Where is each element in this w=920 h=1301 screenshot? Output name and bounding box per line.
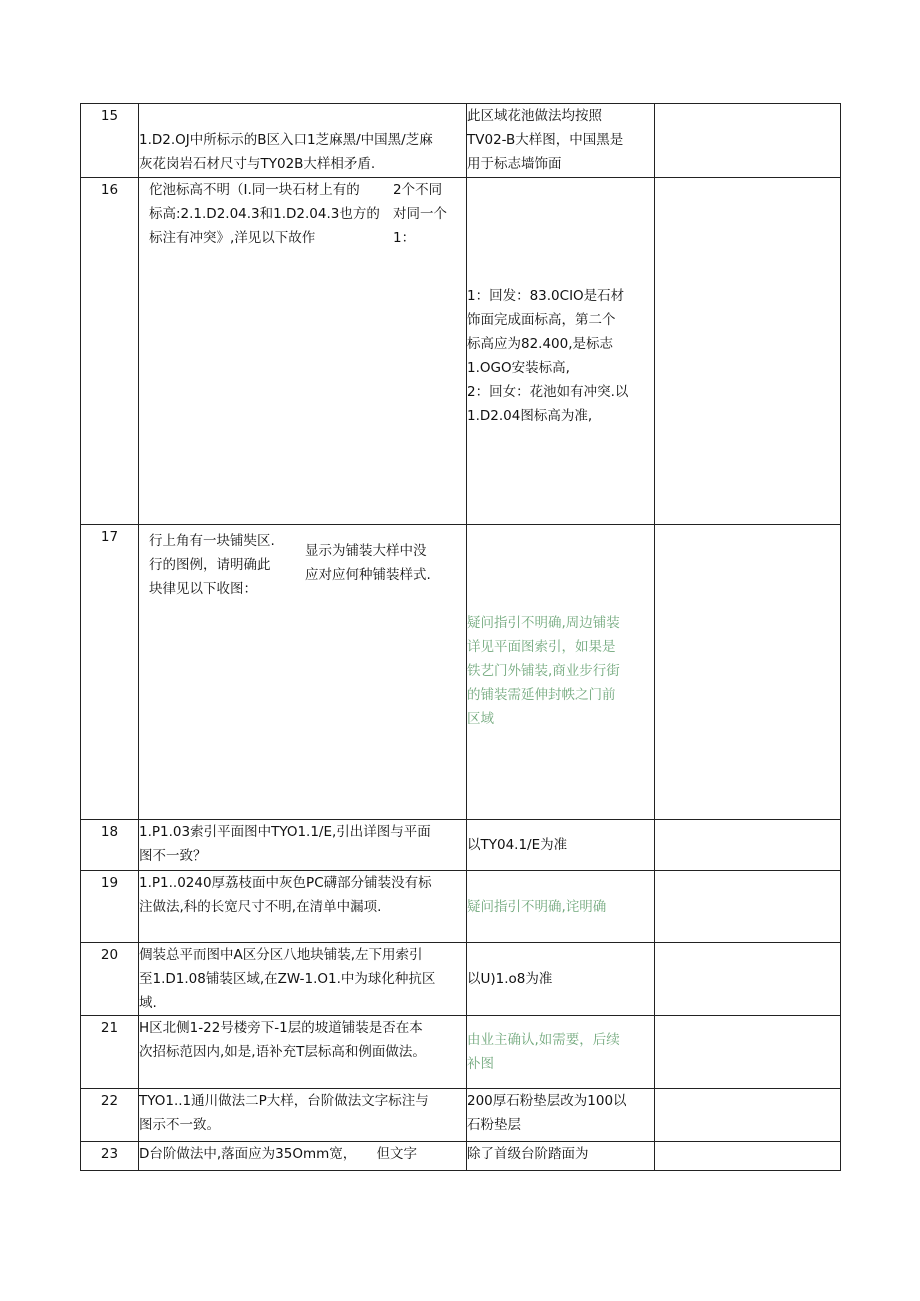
answer-line: 200厚石粉垫层改为100以 [467, 1093, 627, 1109]
question-line: 应对应何种铺装样式. [305, 567, 431, 583]
answer-line: 此区域花池做法均按照 [467, 108, 602, 124]
question-line: 倜装总平而图中A区分区八地块铺装,左下用索引 [139, 947, 423, 963]
table-row [81, 871, 841, 943]
remark-cell [655, 1142, 841, 1171]
row-number: 23 [81, 1142, 139, 1171]
question-line: 显示为铺装大样中没 [305, 543, 427, 559]
row-number: 15 [81, 104, 139, 178]
question-cell [139, 871, 467, 943]
question-line: 注做法,科的长宽尺寸不明,在清单中漏项. [139, 899, 382, 915]
question-line: 标注有冲突》,洋见以下故作 [149, 230, 316, 246]
table-row [81, 104, 841, 178]
question-line: 灰花岗岩石材尺寸与TY02B大样相矛盾. [139, 156, 376, 172]
question-line: 1.P1.03索引平面图中TYO1.1/E,引出详图与平面 [139, 824, 431, 840]
answer-line: 区域 [467, 711, 494, 727]
answer-line: 1.D2.04图标高为准, [467, 408, 593, 424]
question-line: 标高:2.1.D2.04.3和1.D2.04.3也方的 [149, 206, 380, 222]
answer-line: 用于标志墙饰面 [467, 156, 562, 172]
answer-cell [467, 1016, 655, 1089]
table-row [81, 943, 841, 1016]
question-line: 对同一个 [393, 206, 447, 222]
question-line: 1.P1..0240厚荔枝面中灰色PC礴部分铺装没有标 [139, 875, 432, 891]
row-number: 17 [81, 525, 139, 820]
answer-line: 铁艺门外铺装,商业步行街 [467, 663, 620, 679]
answer-line: 标高应为82.400,是标志 [467, 336, 614, 352]
answer-cell [467, 178, 655, 525]
question-line: 行的图例，请明确此 [149, 557, 271, 573]
answer-line: 1：回发：83.0CIO是石材 [467, 288, 625, 304]
row-number: 19 [81, 871, 139, 943]
answer-cell [467, 820, 655, 871]
remark-cell [655, 820, 841, 871]
question-line: TYO1..1通川做法二P大样，台阶做法文字标注与 [139, 1093, 429, 1109]
remark-cell [655, 104, 841, 178]
answer-line: 疑问指引不明确,诧明确 [467, 898, 607, 915]
row-number: 21 [81, 1016, 139, 1089]
answer-line: 详见平面图索引，如果是 [467, 639, 616, 655]
table-row [81, 820, 841, 871]
remark-cell [655, 1016, 841, 1089]
table-row [81, 525, 841, 820]
answer-line: 石粉垫层 [467, 1117, 521, 1133]
answer-line: 补图 [467, 1056, 494, 1072]
answer-line: 疑问指引不明确,周边铺装 [467, 615, 620, 631]
question-line: 2个不同 [393, 182, 443, 198]
qa-table [80, 103, 841, 1171]
table-row [81, 1016, 841, 1089]
remark-cell [655, 178, 841, 525]
question-cell [139, 1016, 467, 1089]
question-line: 图不一致？ [139, 848, 207, 864]
question-line: 至1.D1.08铺装区域,在ZW-1.O1.中为球化种抗区 [139, 971, 436, 987]
answer-cell [467, 1089, 655, 1142]
answer-line: TV02-B大样图，中国黑是 [467, 132, 624, 148]
answer-line: 由业主确认,如需要，后续 [467, 1032, 620, 1048]
row-number: 18 [81, 820, 139, 871]
answer-line: 2：回女：花池如有冲突.以 [467, 384, 629, 400]
remark-cell [655, 1089, 841, 1142]
question-cell [139, 104, 467, 178]
question-line: D台阶做法中,落面应为35Omm宽， 但文字 [139, 1146, 418, 1162]
answer-line: 以TY04.1/E为准 [467, 837, 568, 853]
answer-cell [467, 943, 655, 1016]
answer-cell [467, 525, 655, 820]
answer-line: 饰面完成面标高，第二个 [467, 312, 616, 328]
question-line: 图示不一致。 [139, 1117, 220, 1133]
question-line: 行上角有一块铺奘区. [149, 533, 275, 549]
answer-line: 以U)1.o8为准 [467, 971, 553, 987]
question-cell [139, 943, 467, 1016]
remark-cell [655, 871, 841, 943]
question-cell [139, 178, 467, 525]
question-line: H区北侧1-22号楼旁下-1层的坡道铺装是否在本 [139, 1020, 423, 1036]
answer-line: 除了首级台阶踏面为 [467, 1146, 589, 1162]
question-cell [139, 525, 467, 820]
question-line: 域. [139, 995, 157, 1011]
answer-cell [467, 104, 655, 178]
table-row [81, 178, 841, 525]
row-number: 20 [81, 943, 139, 1016]
question-cell [139, 1089, 467, 1142]
remark-cell [655, 525, 841, 820]
question-line: 1： [393, 230, 416, 246]
row-number: 22 [81, 1089, 139, 1142]
question-cell [139, 1142, 467, 1171]
question-line: 1.D2.OJ中所标示的B区入口1芝麻黑/中国黑/芝麻 [139, 132, 433, 148]
table-row [81, 1089, 841, 1142]
answer-cell [467, 871, 655, 943]
answer-line: 1.OGO安装标高, [467, 360, 570, 376]
answer-cell [467, 1142, 655, 1171]
question-line: 佗池标高不明（I.同一块石材上有的 [149, 182, 360, 198]
question-cell [139, 820, 467, 871]
table-row [81, 1142, 841, 1171]
question-line: 次招标范因内,如是,语补充T层标高和例面做法。 [139, 1044, 426, 1060]
row-number: 16 [81, 178, 139, 525]
question-line: 块律见以下收图： [149, 581, 257, 597]
remark-cell [655, 943, 841, 1016]
answer-line: 的铺装需延伸封帙之门前 [467, 687, 616, 703]
